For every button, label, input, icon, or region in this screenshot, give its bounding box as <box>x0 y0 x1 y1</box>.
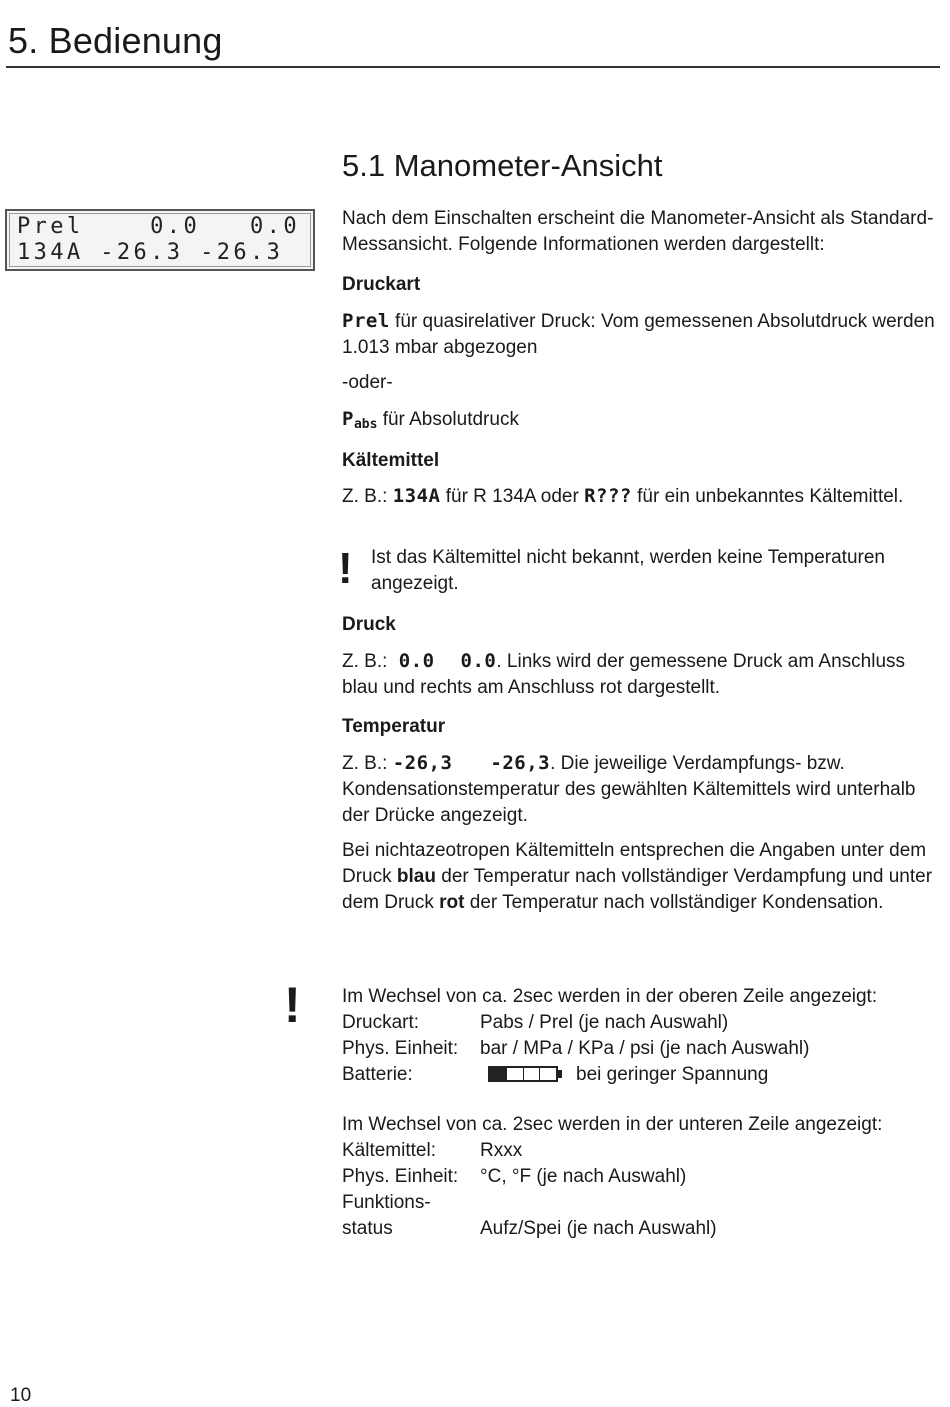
row-value: Rxxx <box>480 1140 523 1161</box>
row-key: Druckart: <box>342 1012 420 1033</box>
battery-text: bei geringer Spannung <box>576 1064 769 1085</box>
zb-prefix: Z. B.: <box>342 486 393 507</box>
temperatur-suffix: . Die jeweilige Verdampfungs- bzw. Kondensationstemperatur des gewählten Kältemittels wird unterhalb der Drücke angezeigt. <box>342 753 916 826</box>
temperatur-text <box>342 750 942 829</box>
code-unknown: R??? <box>584 485 632 507</box>
battery-cell <box>490 1068 507 1080</box>
battery-tip <box>558 1070 562 1078</box>
battery-cell <box>540 1068 556 1080</box>
kaeltemittel-text <box>342 483 942 510</box>
row-value: bar / MPa / KPa / psi (je nach Auswahl) <box>480 1038 810 1059</box>
zeotrop-part1: Bei nichtazeotropen Kältemitteln entsprechen die Angaben unter dem Druck <box>342 840 927 887</box>
lcd-line-1: Prel 0.0 0.0 <box>17 214 300 239</box>
zb-prefix: Z. B.: <box>342 651 393 672</box>
druck-suffix: . Links wird der gemessene Druck am Anschluss blau und rechts am Anschluss rot dargestellt. <box>342 651 906 698</box>
code-134a: 134A <box>392 485 441 507</box>
zeotrop-blau: blau <box>396 866 436 887</box>
code-temp-right: -26,3 <box>490 752 551 774</box>
zeotrop-rot: rot <box>439 892 465 913</box>
oder-text: -oder- <box>342 372 393 393</box>
code-pressure-right: 0.0 <box>460 650 497 672</box>
battery-body <box>488 1066 558 1082</box>
row-key: Phys. Einheit: <box>342 1166 459 1187</box>
upper-line-intro: Im Wechsel von ca. 2sec werden in der oberen Zeile angezeigt: <box>342 986 878 1007</box>
kaeltemittel-suffix: für ein unbekanntes Kältemittel. <box>631 486 904 507</box>
battery-icon <box>488 1066 562 1082</box>
lcd-line-2: 134A -26.3 -26.3 <box>17 240 284 265</box>
page-number: 10 <box>10 1385 32 1406</box>
lower-row-einheit <box>342 1164 686 1190</box>
druckart-prel-text <box>342 308 942 361</box>
row-key: Kältemittel: <box>342 1140 436 1161</box>
header-rule <box>6 66 940 68</box>
upper-row-druckart <box>342 1010 728 1036</box>
code-temp-left: -26,3 <box>392 752 453 774</box>
code-pressure-left: 0.0 <box>398 650 435 672</box>
kaeltemittel-warning: Ist das Kältemittel nicht bekannt, werden keine Temperaturen angezeigt. <box>371 547 885 594</box>
lower-line-intro: Im Wechsel von ca. 2sec werden in der unteren Zeile angezeigt: <box>342 1114 883 1135</box>
lcd-display <box>5 209 315 271</box>
lower-row-kaeltemittel <box>342 1138 522 1164</box>
p-code: P <box>342 408 354 430</box>
prel-description: für quasirelativer Druck: Vom gemessenen Absolutdruck werden 1.013 mbar abgezogen <box>342 311 935 358</box>
druck-heading: Druck <box>342 614 396 635</box>
zeotrop-part2: der Temperatur nach vollständiger Verdampfung und unter dem Druck <box>342 866 933 913</box>
row-key: Funktions- <box>342 1192 431 1213</box>
lower-row-status <box>342 1216 717 1242</box>
row-key: Phys. Einheit: <box>342 1038 459 1059</box>
abs-subscript: abs <box>353 417 378 432</box>
row-key: Batterie: <box>342 1064 413 1085</box>
lower-row-funktions <box>342 1190 480 1216</box>
zeotrop-part3: der Temperatur nach vollständiger Kondensation. <box>464 892 884 913</box>
row-value: °C, °F (je nach Auswahl) <box>480 1166 687 1187</box>
row-key: status <box>342 1218 393 1239</box>
battery-cell <box>524 1068 541 1080</box>
druckart-heading: Druckart <box>342 274 421 295</box>
abs-description: für Absolutdruck <box>377 409 519 430</box>
upper-row-einheit <box>342 1036 810 1062</box>
battery-cell <box>507 1068 524 1080</box>
zb-prefix: Z. B.: <box>342 753 393 774</box>
row-value: Pabs / Prel (je nach Auswahl) <box>480 1012 729 1033</box>
chapter-title: 5. Bedienung <box>8 20 223 61</box>
section-title: 5.1 Manometer-Ansicht <box>342 148 663 183</box>
upper-row-batterie <box>342 1062 768 1088</box>
intro-text: Nach dem Einschalten erscheint die Manometer-Ansicht als Standard-Messansicht. Folgende Informationen werden dargestellt: <box>342 208 934 255</box>
druck-text <box>342 648 942 701</box>
prel-code: Prel <box>342 310 390 332</box>
druckart-abs-text <box>342 406 942 438</box>
zeotrop-text <box>342 838 942 916</box>
kaeltemittel-heading: Kältemittel <box>342 450 440 471</box>
temperatur-heading: Temperatur <box>342 716 446 737</box>
row-value: Aufz/Spei (je nach Auswahl) <box>480 1218 717 1239</box>
kaeltemittel-mid: für R 134A oder <box>440 486 585 507</box>
note-warning-icon: ! <box>284 977 301 1033</box>
warning-icon: ! <box>338 544 353 593</box>
